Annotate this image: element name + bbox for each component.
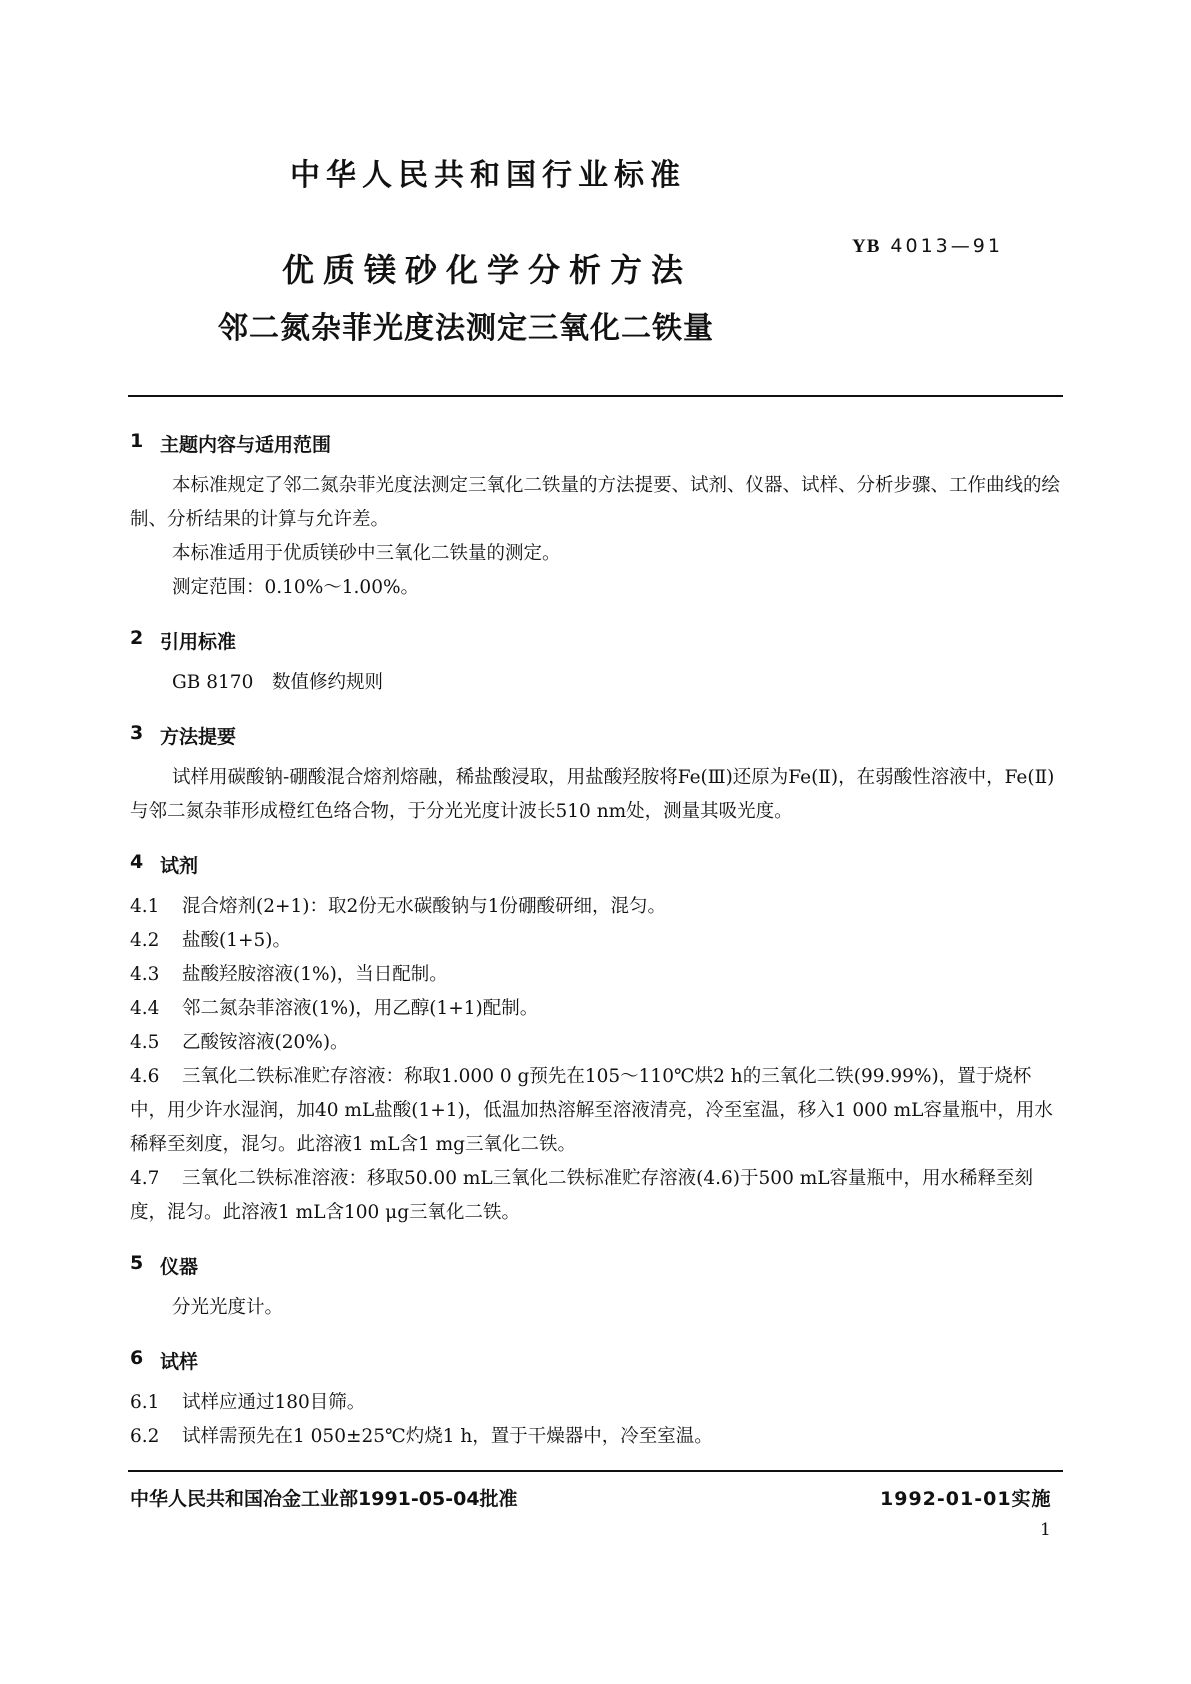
list-item: [130, 1060, 1063, 1162]
page-number: 1: [1040, 1520, 1051, 1540]
section-number: 6: [130, 1347, 144, 1369]
section-number: 4: [130, 851, 144, 873]
list-item: [130, 1026, 1063, 1060]
effective-date: 1992-01-01实施: [880, 1488, 1052, 1510]
item-number: 4.2: [130, 930, 160, 951]
document-title-line-2: 邻二氮杂菲光度法测定三氧化二铁量: [218, 311, 714, 346]
section-5-paragraph: 分光光度计。: [172, 1297, 284, 1318]
item-text: 盐酸羟胺溶液(1%)，当日配制。: [182, 964, 448, 985]
section-number: 3: [130, 722, 144, 744]
list-item: [130, 1162, 1063, 1230]
item-text: 混合熔剂(2+1)：取2份无水碳酸钠与1份硼酸研细，混匀。: [182, 896, 667, 917]
list-item: [130, 1420, 1063, 1454]
item-number: 4.6: [130, 1066, 160, 1087]
referenced-standard-code: GB 8170: [172, 672, 254, 693]
item-number: 4.3: [130, 964, 160, 985]
section-1-paragraph-2: 本标准适用于优质镁砂中三氧化二铁量的测定。: [172, 543, 561, 564]
item-number: 4.5: [130, 1032, 160, 1053]
referenced-standard: [130, 666, 1063, 700]
section-3-heading: [130, 722, 1063, 749]
section-1-paragraph-3: 测定范围：0.10%～1.00%。: [172, 577, 420, 598]
section-1-heading: [130, 430, 1063, 457]
section-title: 仪器: [160, 1256, 199, 1278]
item-number: 4.7: [130, 1168, 160, 1189]
standard-category-title: 中华人民共和国行业标准: [290, 158, 686, 193]
section-title: 试剂: [160, 855, 199, 877]
standard-code: 4013—91: [890, 235, 1003, 257]
section-number: 2: [130, 627, 144, 649]
document-body: [130, 430, 1063, 1454]
item-number: 6.1: [130, 1392, 160, 1413]
section-6-heading: [130, 1347, 1063, 1374]
section-title: 主题内容与适用范围: [160, 434, 332, 456]
section-1-paragraph-1: 本标准规定了邻二氮杂菲光度法测定三氧化二铁量的方法提要、试剂、仪器、试样、分析步骤、工作曲线的绘制、分析结果的计算与允许差。: [130, 475, 1061, 530]
section-number: 1: [130, 430, 144, 452]
item-number: 4.1: [130, 896, 160, 917]
referenced-standard-title: 数值修约规则: [272, 672, 384, 693]
list-item: [130, 958, 1063, 992]
section-5-heading: [130, 1252, 1063, 1279]
standard-prefix: YB: [852, 236, 881, 257]
section-title: 试样: [160, 1351, 199, 1373]
section-title: 方法提要: [160, 726, 237, 748]
item-number: 6.2: [130, 1426, 160, 1447]
section-3-paragraph: 试样用碳酸钠-硼酸混合熔剂熔融，稀盐酸浸取，用盐酸羟胺将Fe(Ⅲ)还原为Fe(Ⅱ)，在弱酸性溶液中，Fe(Ⅱ)与邻二氮杂菲形成橙红色络合物，于分光光度计波长510 nm处，测量其吸光度。: [130, 767, 1055, 822]
section-title: 引用标准: [160, 631, 237, 653]
section-number: 5: [130, 1252, 144, 1274]
list-item: [130, 992, 1063, 1026]
list-item: [130, 924, 1063, 958]
approval-statement: 中华人民共和国冶金工业部1991-05-04批准: [130, 1488, 518, 1510]
item-number: 4.4: [130, 998, 160, 1019]
item-text: 三氧化二铁标准溶液：移取50.00 mL三氧化二铁标准贮存溶液(4.6)于500 mL容量瓶中，用水稀释至刻度，混匀。此溶液1 mL含100 μg三氧化二铁。: [130, 1168, 1034, 1223]
item-text: 邻二氮杂菲溶液(1%)，用乙醇(1+1)配制。: [182, 998, 539, 1019]
item-text: 三氧化二铁标准贮存溶液：称取1.000 0 g预先在105～110℃烘2 h的三氧化二铁(99.99%)，置于烧杯中，用少许水湿润，加40 mL盐酸(1+1)，低温加热溶解至溶液清亮，冷至室温，移入1 000 mL容量瓶中，用水稀释至刻度，混匀。此溶液1 mL含1 mg三氧化二铁。: [130, 1066, 1053, 1155]
document-title-line-1: 优质镁砂化学分析方法: [282, 251, 693, 289]
section-4-heading: [130, 851, 1063, 878]
footer-divider: [128, 1470, 1063, 1472]
item-text: 试样需预先在1 050±25℃灼烧1 h，置于干燥器中，冷至室温。: [182, 1426, 713, 1447]
list-item: [130, 890, 1063, 924]
list-item: [130, 1386, 1063, 1420]
item-text: 乙酸铵溶液(20%)。: [182, 1032, 349, 1053]
item-text: 试样应通过180目筛。: [182, 1392, 366, 1413]
header-divider: [128, 395, 1063, 397]
item-text: 盐酸(1+5)。: [182, 930, 291, 951]
standard-number: [852, 235, 1003, 258]
section-2-heading: [130, 627, 1063, 654]
